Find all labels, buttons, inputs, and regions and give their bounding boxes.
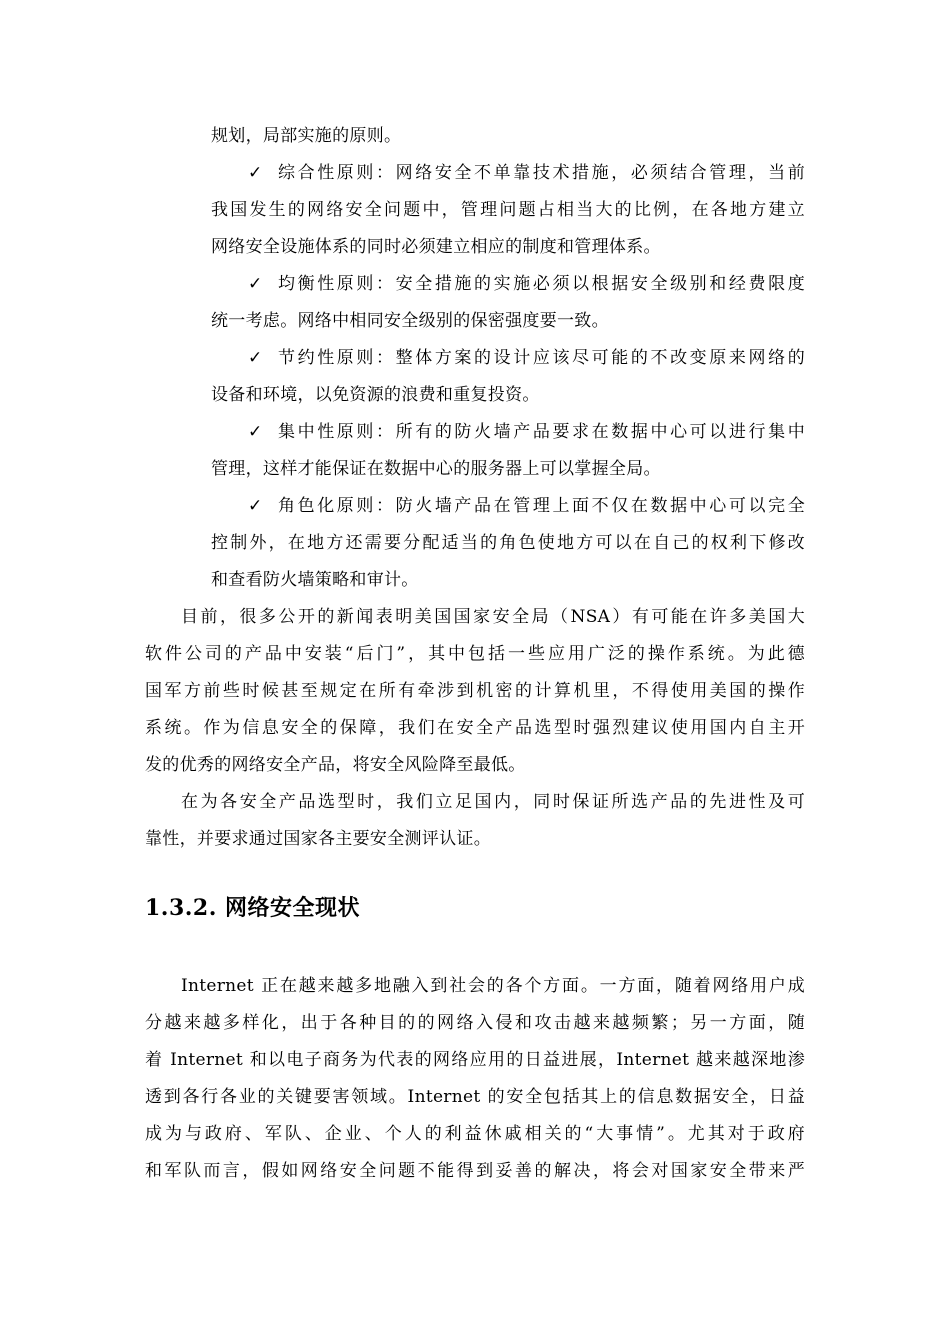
text-line: 国军方前些时候甚至规定在所有牵涉到机密的计算机里，不得使用美国的操作	[145, 681, 805, 701]
text-line: 设备和环境，以免资源的浪费和重复投资。	[211, 385, 540, 405]
text-line: 规划，局部实施的原则。	[211, 126, 402, 146]
section-heading: 1.3.2. 网络安全现状	[145, 895, 361, 921]
text-line: 目前，很多公开的新闻表明美国国家安全局（NSA）有可能在许多美国大	[181, 607, 805, 627]
bullet-role-principle: 角色化原则：防火墙产品在管理上面不仅在数据中心可以完全	[278, 496, 805, 516]
text-line: 发的优秀的网络安全产品，将安全风险降至最低。	[145, 755, 526, 775]
check-mark-icon: ✓	[248, 422, 263, 442]
check-mark-icon: ✓	[248, 163, 263, 183]
text-line: 控制外，在地方还需要分配适当的角色使地方可以在自己的权利下修改	[211, 533, 805, 553]
text-line: 在为各安全产品选型时，我们立足国内，同时保证所选产品的先进性及可	[181, 792, 805, 812]
check-mark-icon: ✓	[248, 496, 263, 516]
text-line: Internet 正在越来越多地融入到社会的各个方面。一方面，随着网络用户成	[181, 976, 805, 996]
bullet-economy-principle: 节约性原则：整体方案的设计应该尽可能的不改变原来网络的	[278, 348, 805, 368]
text-line: 软件公司的产品中安装“后门”，其中包括一些应用广泛的操作系统。为此德	[145, 644, 805, 664]
text-line: 统一考虑。网络中相同安全级别的保密强度要一致。	[211, 311, 609, 331]
bullet-centralization-principle: 集中性原则：所有的防火墙产品要求在数据中心可以进行集中	[278, 422, 805, 442]
text-line: 管理，这样才能保证在数据中心的服务器上可以掌握全局。	[211, 459, 661, 479]
text-line: 分越来越多样化，出于各种目的的网络入侵和攻击越来越频繁；另一方面，随	[145, 1013, 805, 1033]
text-line: 靠性，并要求通过国家各主要安全测评认证。	[145, 829, 491, 849]
text-line: 成为与政府、军队、企业、个人的利益休戚相关的“大事情”。尤其对于政府	[145, 1124, 805, 1144]
text-line: 系统。作为信息安全的保障，我们在安全产品选型时强烈建议使用国内自主开	[145, 718, 805, 738]
text-line: 和查看防火墙策略和审计。	[211, 570, 419, 590]
bullet-balance-principle: 均衡性原则：安全措施的实施必须以根据安全级别和经费限度	[278, 274, 805, 294]
check-mark-icon: ✓	[248, 274, 263, 294]
text-line: 我国发生的网络安全问题中，管理问题占相当大的比例，在各地方建立	[211, 200, 805, 220]
text-line: 透到各行各业的关键要害领域。Internet 的安全包括其上的信息数据安全，日益	[145, 1087, 805, 1107]
bullet-comprehensive-principle: 综合性原则：网络安全不单靠技术措施，必须结合管理，当前	[278, 163, 805, 183]
text-line: 网络安全设施体系的同时必须建立相应的制度和管理体系。	[211, 237, 661, 257]
text-line: 着 Internet 和以电子商务为代表的网络应用的日益进展，Internet 越来越深地渗	[145, 1050, 805, 1070]
check-mark-icon: ✓	[248, 348, 263, 368]
text-line: 和军队而言，假如网络安全问题不能得到妥善的解决，将会对国家安全带来严	[145, 1161, 805, 1181]
